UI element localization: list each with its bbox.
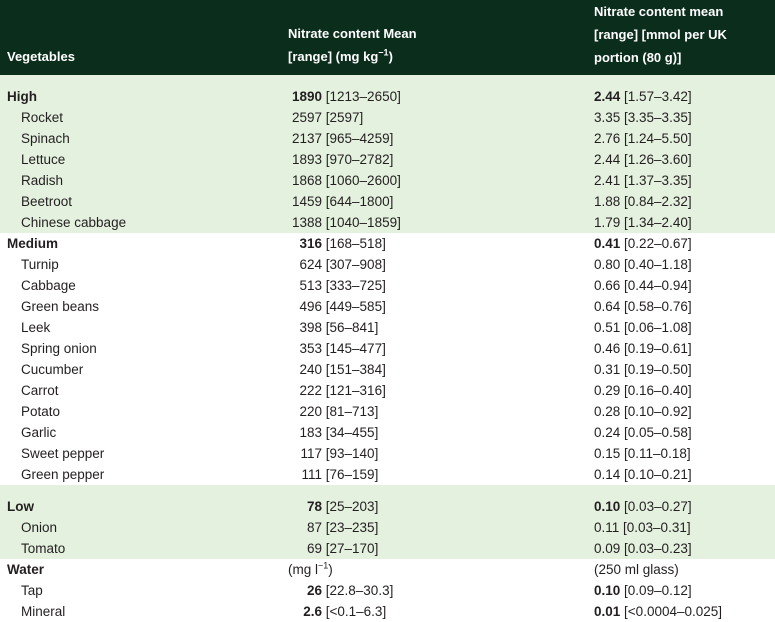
mmol-value: 0.14 [0.10–0.21] [594, 467, 692, 482]
mg-mean: 1868 [291, 173, 322, 188]
mg-value [288, 107, 594, 128]
mg-mean: 398 [299, 320, 322, 335]
mg-mean: 513 [299, 278, 322, 293]
mg-range: [151–384] [325, 362, 386, 377]
table-row [0, 380, 775, 401]
mg-range: [121–316] [325, 383, 386, 398]
category-row [0, 559, 775, 580]
mmol-value: 2.41 [1.37–3.35] [594, 173, 692, 188]
mg-range: [145–477] [325, 341, 386, 356]
group-spacer [0, 75, 775, 86]
table-row [0, 191, 775, 212]
mg-mean: 2.6 [303, 604, 322, 619]
mg-value [288, 191, 594, 212]
header-nitrate-mg-line2: [range] (mg kg [288, 49, 379, 64]
water-mg-unit-pre: (mg l [288, 562, 318, 577]
vegetable-name: Tomato [21, 541, 66, 556]
category-mg-mean: 316 [299, 236, 322, 251]
header-vegetables: Vegetables [7, 49, 75, 64]
table-row [0, 464, 775, 485]
category-mg-value [288, 496, 594, 517]
group-spacer [0, 485, 775, 496]
table-row [0, 212, 775, 233]
category-mg-mean: 1890 [291, 89, 322, 104]
mg-mean: 222 [299, 383, 322, 398]
mg-range: [<0.1–6.3] [325, 604, 387, 619]
mg-value [288, 275, 594, 296]
table-row [0, 359, 775, 380]
header-nitrate-mmol-line2: [range] [mmol per UK [594, 27, 727, 42]
mg-mean: 87 [306, 520, 322, 535]
mg-value [288, 422, 594, 443]
mmol-mean: 0.10 [594, 583, 621, 598]
vegetable-name: Cucumber [21, 362, 84, 377]
vegetable-name: Lettuce [21, 152, 66, 167]
mg-range: [307–908] [325, 257, 386, 272]
table-row [0, 170, 775, 191]
category-label: Low [7, 499, 34, 514]
mg-value [288, 443, 594, 464]
mg-value [288, 254, 594, 275]
water-name: Tap [21, 583, 43, 598]
mg-range: [1060–2600] [325, 173, 401, 188]
category-label: High [7, 89, 37, 104]
mmol-value: 0.29 [0.16–0.40] [594, 383, 692, 398]
mg-mean: 624 [299, 257, 322, 272]
vegetable-name: Spring onion [21, 341, 97, 356]
table-row [0, 422, 775, 443]
water-name: Mineral [21, 604, 66, 619]
mg-range: [644–1800] [325, 194, 394, 209]
mg-value [288, 338, 594, 359]
mg-mean: 111 [301, 467, 322, 482]
mmol-range: [0.09–0.12] [624, 583, 692, 598]
table-body [0, 75, 775, 622]
mg-mean: 2137 [291, 131, 322, 146]
mg-mean: 26 [306, 583, 322, 598]
spacer-cell [0, 485, 775, 496]
table-row [0, 517, 775, 538]
mg-range: [93–140] [325, 446, 379, 461]
category-mmol-value [594, 496, 775, 517]
mmol-value: 0.64 [0.58–0.76] [594, 299, 692, 314]
mg-mean: 1388 [291, 215, 322, 230]
mmol-value: 0.09 [0.03–0.23] [594, 541, 692, 556]
mmol-value: 2.76 [1.24–5.50] [594, 131, 692, 146]
header-nitrate-mg-line1: Nitrate content Mean [288, 26, 417, 41]
table-row [0, 338, 775, 359]
table-row [0, 107, 775, 128]
mg-value [288, 380, 594, 401]
mg-mean: 2597 [291, 110, 322, 125]
vegetable-name: Sweet pepper [21, 446, 105, 461]
mg-range: [22.8–30.3] [325, 583, 394, 598]
table-row [0, 401, 775, 422]
mg-mean: 353 [299, 341, 322, 356]
vegetable-name: Chinese cabbage [21, 215, 127, 230]
table-row [0, 128, 775, 149]
vegetable-name: Cabbage [21, 278, 76, 293]
water-mg-unit-sup: −1 [318, 560, 329, 571]
vegetable-name: Spinach [21, 131, 70, 146]
mmol-value: 0.15 [0.11–0.18] [594, 446, 691, 461]
category-mg-range: [25–203] [325, 499, 379, 514]
table-row [0, 601, 775, 622]
mg-range: [56–841] [325, 320, 379, 335]
mmol-value: 1.79 [1.34–2.40] [594, 215, 692, 230]
category-mg-value [288, 86, 594, 107]
mg-range: [449–585] [325, 299, 386, 314]
mmol-value: 0.11 [0.03–0.31] [594, 520, 691, 535]
vegetable-name: Potato [21, 404, 61, 419]
vegetable-name: Green pepper [21, 467, 105, 482]
vegetable-name: Green beans [21, 299, 100, 314]
mg-value [288, 601, 594, 622]
table-row [0, 296, 775, 317]
mmol-range: [<0.0004–0.025] [624, 604, 723, 619]
mg-range: [34–455] [325, 425, 379, 440]
mmol-value: 0.66 [0.44–0.94] [594, 278, 692, 293]
vegetable-name: Beetroot [21, 194, 73, 209]
mmol-value [594, 601, 775, 622]
mmol-mean: 0.01 [594, 604, 621, 619]
table-row [0, 443, 775, 464]
table-header [0, 0, 775, 75]
table-row [0, 317, 775, 338]
table-row [0, 254, 775, 275]
mg-mean: 220 [299, 404, 322, 419]
category-mmol-mean: 0.10 [594, 499, 621, 514]
mg-range: [2597] [325, 110, 364, 125]
category-mmol-mean: 2.44 [594, 89, 621, 104]
mmol-value: 0.46 [0.19–0.61] [594, 341, 692, 356]
mg-range: [965–4259] [325, 131, 394, 146]
mmol-value: 2.44 [1.26–3.60] [594, 152, 692, 167]
mg-mean: 240 [299, 362, 322, 377]
vegetable-name: Garlic [21, 425, 57, 440]
mg-range: [333–725] [325, 278, 386, 293]
mmol-value: 0.51 [0.06–1.08] [594, 320, 692, 335]
vegetable-name: Carrot [21, 383, 59, 398]
mg-value [288, 317, 594, 338]
category-label: Medium [7, 236, 59, 251]
category-mmol-range: [1.57–3.42] [624, 89, 692, 104]
mg-range: [1040–1859] [325, 215, 401, 230]
table-row [0, 580, 775, 601]
mg-range: [27–170] [325, 541, 379, 556]
category-row [0, 86, 775, 107]
mg-value [288, 170, 594, 191]
mg-mean: 1893 [291, 152, 322, 167]
vegetable-name: Leek [21, 320, 51, 335]
category-mmol-value [594, 233, 775, 254]
mg-mean: 183 [299, 425, 322, 440]
mg-value [288, 538, 594, 559]
mg-value [288, 359, 594, 380]
category-mg-mean: 78 [306, 499, 322, 514]
mmol-value: 0.28 [0.10–0.92] [594, 404, 692, 419]
vegetable-name: Turnip [21, 257, 59, 272]
category-mg-range: [168–518] [325, 236, 386, 251]
category-mmol-range: [0.22–0.67] [624, 236, 692, 251]
category-mg-range: [1213–2650] [325, 89, 401, 104]
category-mmol-mean: 0.41 [594, 236, 621, 251]
mmol-value [594, 580, 775, 601]
mg-range: [23–235] [325, 520, 379, 535]
mg-value [288, 149, 594, 170]
table-row [0, 275, 775, 296]
mg-mean: 117 [300, 446, 322, 461]
mg-value [288, 401, 594, 422]
mg-mean: 1459 [291, 194, 322, 209]
water-mmol-unit: (250 ml glass) [594, 562, 679, 577]
header-nitrate-mmol-line1: Nitrate content mean [594, 4, 724, 19]
mmol-value: 0.31 [0.19–0.50] [594, 362, 692, 377]
spacer-cell [0, 75, 775, 86]
mmol-value: 1.88 [0.84–2.32] [594, 194, 692, 209]
mg-value [288, 212, 594, 233]
category-row [0, 233, 775, 254]
vegetable-name: Radish [21, 173, 64, 188]
water-mg-unit [288, 559, 594, 580]
header-nitrate-mg [288, 0, 594, 75]
category-mmol-value [594, 86, 775, 107]
category-mg-value [288, 233, 594, 254]
header-nitrate-mg-tail: ) [388, 49, 393, 64]
mmol-value: 3.35 [3.35–3.35] [594, 110, 692, 125]
header-nitrate-mmol [594, 0, 775, 75]
category-row [0, 496, 775, 517]
header-nitrate-mmol-line3: portion (80 g)] [594, 50, 682, 65]
mg-mean: 496 [299, 299, 322, 314]
mg-range: [81–713] [325, 404, 379, 419]
mg-mean: 69 [306, 541, 322, 556]
category-label: Water [7, 562, 45, 577]
vegetable-name: Onion [21, 520, 58, 535]
table-row [0, 538, 775, 559]
vegetable-name: Rocket [21, 110, 64, 125]
water-mg-unit-post: ) [328, 562, 333, 577]
table-row [0, 149, 775, 170]
mg-value [288, 464, 594, 485]
mg-range: [76–159] [325, 467, 379, 482]
mmol-value: 0.80 [0.40–1.18] [594, 257, 692, 272]
header-nitrate-mg-sup: −1 [378, 47, 389, 58]
mg-value [288, 296, 594, 317]
mg-value [288, 580, 594, 601]
mg-range: [970–2782] [325, 152, 394, 167]
mmol-value: 0.24 [0.05–0.58] [594, 425, 692, 440]
mg-value [288, 517, 594, 538]
category-mmol-range: [0.03–0.27] [624, 499, 692, 514]
mg-value [288, 128, 594, 149]
